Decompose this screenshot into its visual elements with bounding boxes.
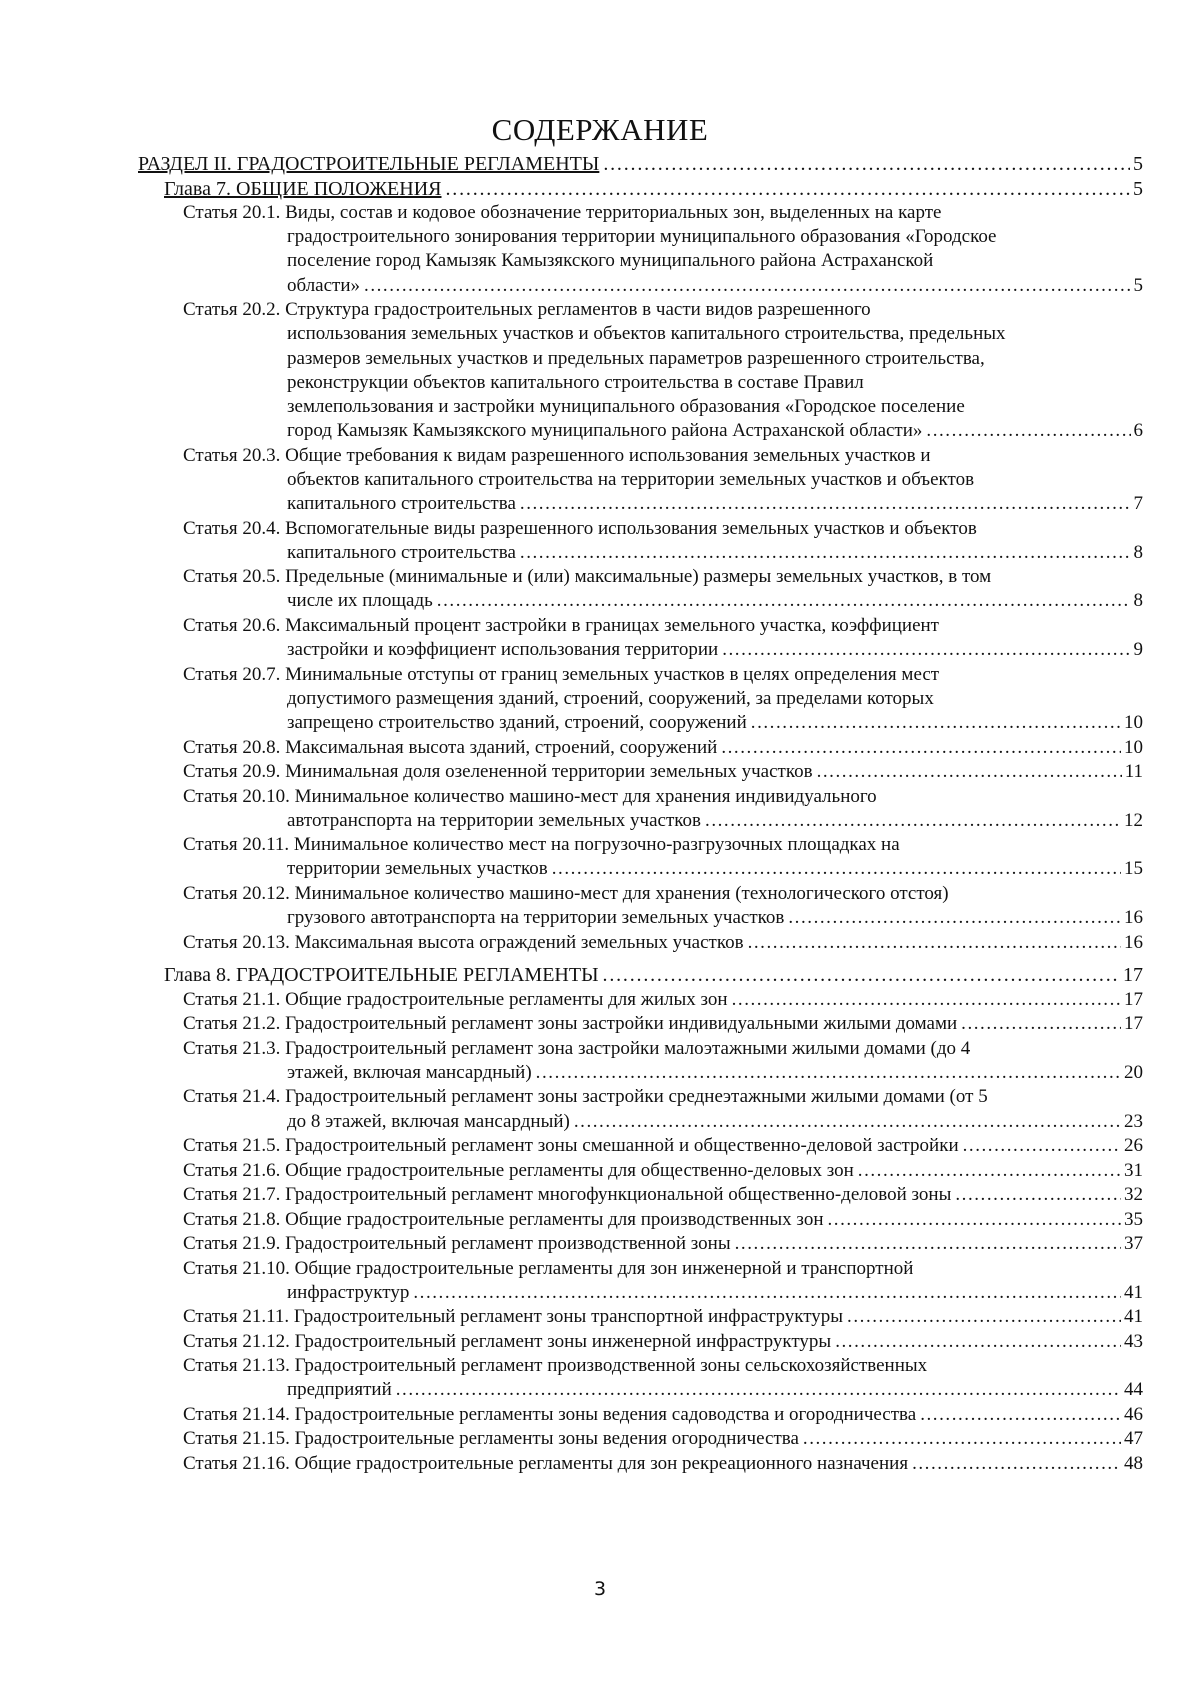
toc-page-number: 32	[1124, 1184, 1143, 1205]
toc-page-number: 47	[1124, 1428, 1143, 1450]
toc-entry-number: Статья 20.8.	[183, 736, 286, 758]
toc-entry-text: Минимальная доля озелененной территории земельных участков	[285, 761, 813, 782]
dot-leader	[446, 177, 1131, 201]
toc-entry-continuation-line	[183, 468, 1143, 492]
toc-article-entry[interactable]	[183, 1403, 1143, 1427]
toc-page-number: 10	[1124, 712, 1143, 733]
toc-entry-text: Минимальное количество машино-мест для хранения индивидуального	[294, 785, 877, 807]
dot-leader	[847, 1305, 1121, 1329]
toc-entry-text: Предельные (минимальные и (или) максимальные) размеры земельных участков, в том	[285, 566, 992, 588]
toc-entry-text: Общие требования к видам разрешенного использования земельных участков и	[285, 444, 931, 466]
toc-entry-number: Статья 21.8.	[183, 1208, 286, 1230]
toc-entry-text: запрещено строительство зданий, строений, сооружений	[287, 712, 747, 733]
dot-leader	[835, 1330, 1121, 1354]
toc-article-entry[interactable]	[183, 1452, 1143, 1476]
dot-leader	[520, 541, 1131, 565]
toc-entry-number: Статья 21.3.	[183, 1037, 286, 1059]
toc-page-number: 37	[1124, 1233, 1143, 1254]
toc-entry-text: Градостроительный регламент многофункциональной общественно-деловой зоны	[285, 1184, 952, 1205]
toc-entry-number: Статья 20.3.	[183, 444, 286, 466]
toc-entry-number: Статья 20.5.	[183, 566, 286, 588]
toc-entry-number: Статья 20.6.	[183, 614, 286, 636]
toc-entry-text: РАЗДЕЛ II. ГРАДОСТРОИТЕЛЬНЫЕ РЕГЛАМЕНТЫ	[138, 153, 600, 175]
toc-entry-text: поселение город Камызяк Камызякского муниципального района Астраханской	[287, 250, 934, 272]
toc-entry-text: Глава 8. ГРАДОСТРОИТЕЛЬНЫЕ РЕГЛАМЕНТЫ	[164, 964, 599, 987]
dot-leader	[413, 1281, 1121, 1305]
toc-entry-text: Градостроительные регламенты зоны ведения садоводства и огородничества	[294, 1403, 917, 1425]
toc-entry-first-line	[183, 201, 1143, 225]
toc-section-entry[interactable]	[138, 152, 1143, 176]
toc-entry-number: Статья 20.4.	[183, 517, 286, 539]
toc-entry-last-line	[183, 1427, 1143, 1451]
toc-entry-continuation-line	[183, 249, 1143, 273]
toc-entry-text: допустимого размещения зданий, строений, сооружений, за пределами которых	[287, 687, 934, 709]
toc-entry-last-line	[183, 1208, 1143, 1232]
toc-entry-last-line	[183, 1403, 1143, 1427]
dot-leader	[827, 1208, 1121, 1232]
toc-entry-number: Статья 21.7.	[183, 1184, 286, 1205]
toc-page-number: 41	[1124, 1281, 1143, 1303]
toc-entry-text: Максимальная высота зданий, строений, сооружений	[285, 736, 718, 758]
toc-article-entry[interactable]	[183, 1427, 1143, 1451]
dot-leader	[912, 1452, 1121, 1476]
toc-article-entry[interactable]	[183, 663, 1143, 736]
toc-entry-first-line	[183, 298, 1143, 322]
toc-entry-text: до 8 этажей, включая мансардный)	[287, 1110, 570, 1132]
toc-page-number: 6	[1133, 420, 1143, 442]
toc-article-entry[interactable]	[183, 1257, 1143, 1305]
toc-entry-last-line	[183, 1183, 1143, 1207]
toc-entry-number: Статья 20.1.	[183, 202, 286, 223]
toc-article-entry[interactable]	[183, 1354, 1143, 1402]
toc-entry-text: предприятий	[287, 1379, 392, 1401]
toc-entry-text: области»	[287, 274, 361, 296]
toc-entry-last-line	[183, 1134, 1143, 1158]
toc-article-entry[interactable]	[183, 444, 1143, 517]
dot-leader	[396, 1378, 1121, 1402]
toc-page-number: 11	[1124, 761, 1143, 782]
dot-leader	[722, 638, 1130, 662]
toc-entry-continuation-line	[183, 687, 1143, 711]
toc-entry-text: Градостроительный регламент производственной зоны сельскохозяйственных	[294, 1355, 928, 1377]
toc-entry-text: Градостроительный регламент зоны инженерной инфраструктуры	[294, 1330, 832, 1352]
dot-leader	[920, 1403, 1121, 1427]
dot-leader	[705, 809, 1121, 833]
toc-entry-number: Статья 20.9.	[183, 761, 286, 782]
toc-entry-number: Статья 21.12.	[183, 1330, 295, 1352]
toc-article-entry[interactable]	[183, 517, 1143, 565]
toc-page-number: 8	[1133, 590, 1143, 612]
toc-entry-last-line	[183, 1281, 1143, 1305]
toc-article-entry[interactable]	[183, 1134, 1143, 1158]
dot-leader	[603, 963, 1120, 987]
toc-page-number: 10	[1124, 736, 1143, 758]
toc-entry-text: Градостроительные регламенты зоны ведения огородничества	[294, 1428, 799, 1450]
toc-entry-text: использования земельных участков и объектов капитального строительства, предельных	[287, 323, 1006, 345]
toc-page-number: 5	[1133, 274, 1143, 296]
toc-entry-first-line	[183, 444, 1143, 468]
toc-entry-text: реконструкции объектов капитального строительства в составе Правил	[287, 371, 864, 393]
toc-page-number: 8	[1133, 541, 1143, 563]
toc-entry-last-line	[183, 638, 1143, 662]
toc-entry-text: Градостроительный регламент зоны транспортной инфраструктуры	[293, 1306, 844, 1328]
toc-entry-number: Статья 21.13.	[183, 1355, 295, 1377]
toc-page-number: 23	[1124, 1110, 1143, 1132]
toc-article-entry[interactable]	[183, 1037, 1143, 1085]
toc-entry-first-line	[183, 517, 1143, 541]
toc-entry-last-line	[183, 1330, 1143, 1354]
toc-entry-last-line	[183, 736, 1143, 760]
toc-entry-continuation-line	[183, 322, 1143, 346]
toc-entry-number: Статья 21.15.	[183, 1428, 295, 1450]
toc-entry-number: Статья 21.10.	[183, 1257, 295, 1279]
toc-entry-text: Общие градостроительные регламенты для зон инженерной и транспортной	[294, 1257, 914, 1279]
toc-entry-text: числе их площадь	[287, 590, 433, 612]
toc-entry-text: город Камызяк Камызякского муниципального района Астраханской области»	[287, 420, 923, 442]
toc-entry-first-line	[183, 1257, 1143, 1281]
dot-leader	[955, 1183, 1121, 1207]
toc-page-number: 26	[1124, 1135, 1143, 1156]
toc-entry-text: землепользования и застройки муниципального образования «Городское поселение	[287, 395, 965, 417]
toc-article-entry[interactable]	[183, 882, 1143, 930]
toc-entry-number: Статья 21.14.	[183, 1403, 295, 1425]
toc-entry-number: Статья 20.13.	[183, 931, 295, 953]
toc-entry-text: Градостроительный регламент зоны застройки среднеэтажными жилыми домами (от 5	[285, 1086, 988, 1108]
toc-entry-text: автотранспорта на территории земельных участков	[287, 809, 702, 831]
toc-article-entry[interactable]	[183, 785, 1143, 833]
toc-article-entry[interactable]	[183, 736, 1143, 760]
toc-entry-first-line	[183, 663, 1143, 687]
toc-entry-text: капитального строительства	[287, 541, 516, 563]
toc-entry-text: инфраструктур	[287, 1281, 410, 1303]
toc-entry-first-line	[183, 785, 1143, 809]
toc-entry-text: Минимальное количество мест на погрузочно-разгрузочных площадках на	[293, 834, 900, 856]
toc-entry-number: Статья 21.9.	[183, 1233, 286, 1254]
toc-article-entry[interactable]	[183, 1012, 1143, 1036]
toc-page-number: 46	[1124, 1403, 1143, 1425]
toc-article-entry[interactable]	[183, 1330, 1143, 1354]
dot-leader	[437, 589, 1131, 613]
dot-leader	[961, 1012, 1121, 1036]
toc-page-number: 16	[1124, 907, 1143, 929]
toc-entry-number: Статья 21.1.	[183, 988, 286, 1010]
toc-entry-text: Градостроительный регламент зона застройки малоэтажными жилыми домами (до 4	[285, 1037, 971, 1059]
toc-page-number: 5	[1133, 177, 1143, 200]
toc-chapter-entry[interactable]	[164, 963, 1143, 987]
toc-entry-number: Статья 20.7.	[183, 663, 286, 685]
toc-entry-text: Виды, состав и кодовое обозначение территориальных зон, выделенных на карте	[285, 202, 942, 223]
toc-article-entry[interactable]	[183, 833, 1143, 881]
toc-article-entry[interactable]	[183, 931, 1143, 955]
toc-entry-number: Статья 20.10.	[183, 785, 295, 807]
dot-leader	[574, 1110, 1121, 1134]
toc-page-number: 44	[1124, 1379, 1143, 1401]
toc-entry-text: Минимальное количество машино-мест для хранения (технологического отстоя)	[294, 882, 949, 904]
toc-entry-text: Градостроительный регламент зоны застройки индивидуальными жилыми домами	[285, 1013, 958, 1035]
toc-entry-text: Максимальная высота ограждений земельных участков	[294, 931, 744, 953]
toc-entry-last-line	[183, 1110, 1143, 1134]
toc-entry-last-line	[183, 1012, 1143, 1036]
toc-entry-last-line	[183, 809, 1143, 833]
toc-page-number: 12	[1124, 809, 1143, 831]
toc-entry-last-line	[183, 1232, 1143, 1256]
toc-entry-number: Статья 21.2.	[183, 1013, 286, 1035]
toc-page-number: 17	[1123, 964, 1143, 987]
toc-page-number: 41	[1124, 1306, 1143, 1328]
toc-entry-last-line	[183, 589, 1143, 613]
dot-leader	[748, 931, 1121, 955]
toc-entry-text: Структура градостроительных регламентов в части видов разрешенного	[285, 299, 871, 321]
dot-leader	[963, 1134, 1121, 1158]
toc-page-number: 43	[1124, 1330, 1143, 1352]
toc-entry-text: градостроительного зонирования территории муниципального образования «Городское	[287, 226, 997, 248]
dot-leader	[721, 736, 1121, 760]
toc-entry-number: Статья 20.12.	[183, 882, 295, 904]
toc-page-number: 16	[1124, 931, 1143, 953]
dot-leader	[817, 760, 1122, 784]
dot-leader	[364, 274, 1130, 298]
toc-entry-number: Статья 21.11.	[183, 1306, 294, 1328]
toc-chapter-entry[interactable]	[164, 177, 1143, 201]
toc-entry-first-line	[183, 565, 1143, 589]
toc-entry-text: грузового автотранспорта на территории земельных участков	[287, 907, 785, 929]
toc-entry-number: Статья 21.4.	[183, 1086, 286, 1108]
toc-entry-last-line	[183, 274, 1143, 298]
toc-entry-last-line	[183, 1305, 1143, 1329]
toc-entry-text: территории земельных участков	[287, 858, 548, 880]
toc-page-number: 5	[1133, 153, 1143, 175]
toc-entry-first-line	[183, 1354, 1143, 1378]
toc-entry-last-line	[183, 931, 1143, 955]
toc-entry-last-line	[164, 177, 1143, 201]
toc-entry-text: Общие градостроительные регламенты для зон рекреационного назначения	[294, 1452, 909, 1474]
toc-entry-last-line	[138, 152, 1143, 176]
toc-entry-text: Градостроительный регламент зоны смешанной и общественно-деловой застройки	[285, 1135, 959, 1156]
toc-entry-continuation-line	[183, 371, 1143, 395]
toc-entry-last-line	[183, 1378, 1143, 1402]
toc-entry-first-line	[183, 1037, 1143, 1061]
toc-entry-last-line	[183, 760, 1143, 784]
toc-page-number: 15	[1124, 858, 1143, 880]
dot-leader	[788, 906, 1121, 930]
dot-leader	[552, 857, 1121, 881]
toc-entry-text: объектов капитального строительства на территории земельных участков и объектов	[287, 468, 975, 490]
toc-entry-text: Глава 7. ОБЩИЕ ПОЛОЖЕНИЯ	[164, 177, 442, 200]
toc-article-entry[interactable]	[183, 1208, 1143, 1232]
toc-entry-last-line	[183, 906, 1143, 930]
toc-entry-number: Статья 21.6.	[183, 1159, 286, 1181]
toc-page-number: 31	[1124, 1159, 1143, 1181]
toc-entry-last-line	[183, 988, 1143, 1012]
toc-entry-text: размеров земельных участков и предельных параметров разрешенного строительства,	[287, 347, 985, 369]
dot-leader	[732, 988, 1121, 1012]
toc-entry-text: Общие градостроительные регламенты для производственных зон	[285, 1208, 824, 1230]
toc-article-entry[interactable]	[183, 760, 1143, 784]
toc-entry-continuation-line	[183, 225, 1143, 249]
toc-entry-text: Минимальные отступы от границ земельных участков в целях определения мест	[285, 663, 940, 685]
toc-entry-last-line	[183, 711, 1143, 735]
toc-article-entry[interactable]	[183, 988, 1143, 1012]
toc-article-entry[interactable]	[183, 565, 1143, 613]
toc-article-entry[interactable]	[183, 1085, 1143, 1133]
toc-article-entry[interactable]	[183, 201, 1143, 298]
toc-entry-first-line	[183, 833, 1143, 857]
dot-leader	[803, 1427, 1121, 1451]
toc-page-number: 35	[1124, 1208, 1143, 1230]
toc-entry-last-line	[183, 1159, 1143, 1183]
toc-entry-text: Вспомогательные виды разрешенного использования земельных участков и объектов	[285, 517, 977, 539]
toc-entry-text: Градостроительный регламент производственной зоны	[285, 1233, 731, 1254]
toc-entry-text: застройки и коэффициент использования территории	[287, 639, 719, 661]
toc-entry-first-line	[183, 882, 1143, 906]
toc-entry-number: Статья 21.5.	[183, 1135, 286, 1156]
dot-leader	[536, 1061, 1121, 1085]
toc-article-entry[interactable]	[183, 1159, 1143, 1183]
toc-entry-last-line	[183, 857, 1143, 881]
toc-entry-text: Общие градостроительные регламенты для жилых зон	[285, 988, 728, 1010]
toc-page-number: 17	[1124, 988, 1143, 1010]
page-number: 3	[593, 1578, 607, 1600]
toc-entry-text: капитального строительства	[287, 493, 516, 514]
dot-leader	[603, 152, 1130, 176]
toc-entry-number: Статья 20.11.	[183, 834, 294, 856]
page-title: СОДЕРЖАНИЕ	[491, 112, 709, 147]
toc-article-entry[interactable]	[183, 1183, 1143, 1207]
toc-article-entry[interactable]	[183, 614, 1143, 662]
toc-article-entry[interactable]	[183, 1305, 1143, 1329]
toc-entry-last-line	[183, 419, 1143, 443]
toc-entry-continuation-line	[183, 395, 1143, 419]
toc-entry-first-line	[183, 1085, 1143, 1109]
dot-leader	[520, 492, 1131, 516]
toc-entry-first-line	[183, 614, 1143, 638]
toc-entry-last-line	[164, 963, 1143, 987]
toc-article-entry[interactable]	[183, 298, 1143, 443]
toc-entry-number: Статья 21.16.	[183, 1452, 295, 1474]
toc-page-number: 9	[1133, 639, 1143, 661]
toc-entry-text: этажей, включая мансардный)	[287, 1061, 532, 1083]
toc-page-number: 20	[1124, 1061, 1143, 1083]
toc-entry-text: Максимальный процент застройки в границах земельного участка, коэффициент	[285, 614, 939, 636]
toc-entry-continuation-line	[183, 347, 1143, 371]
dot-leader	[926, 419, 1130, 443]
toc-entry-last-line	[183, 492, 1143, 516]
toc-article-entry[interactable]	[183, 1232, 1143, 1256]
toc-entry-last-line	[183, 541, 1143, 565]
dot-leader	[751, 711, 1121, 735]
dot-leader	[858, 1159, 1121, 1183]
toc-page-number: 48	[1124, 1452, 1143, 1474]
toc-page-number: 7	[1133, 493, 1143, 514]
toc-entry-number: Статья 20.2.	[183, 299, 286, 321]
toc-entry-last-line	[183, 1061, 1143, 1085]
toc-entry-text: Общие градостроительные регламенты для общественно-деловых зон	[285, 1159, 854, 1181]
dot-leader	[735, 1232, 1121, 1256]
toc-page-number: 17	[1124, 1013, 1143, 1035]
toc-entry-last-line	[183, 1452, 1143, 1476]
